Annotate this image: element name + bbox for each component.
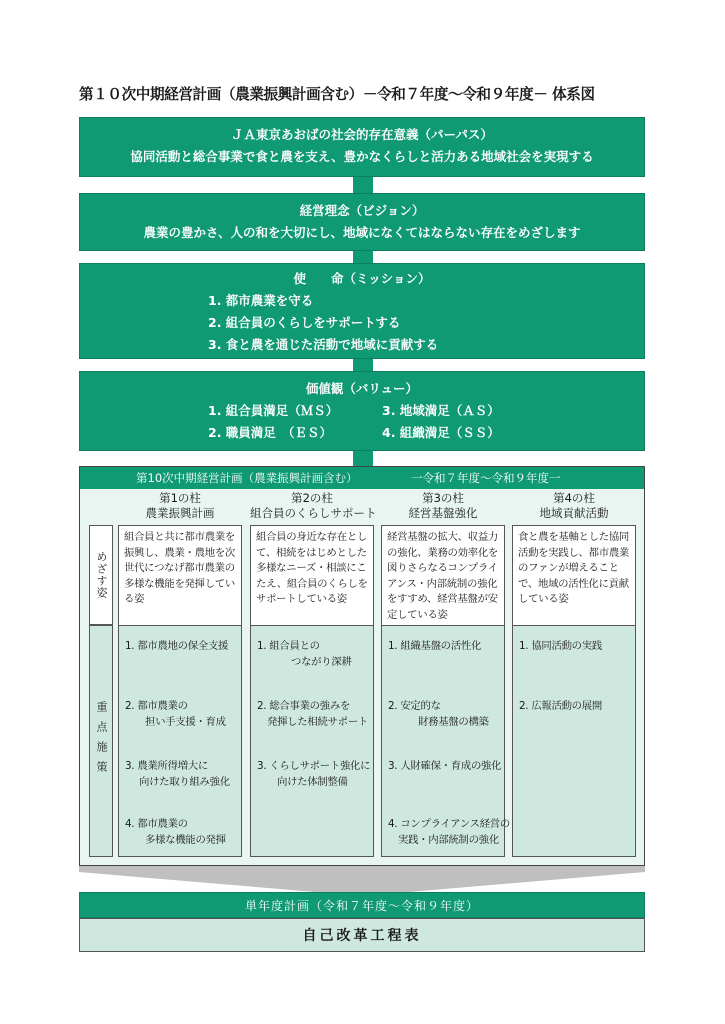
mission-item: 1. 都市農業を守る bbox=[208, 293, 314, 308]
plan-header bbox=[80, 467, 644, 489]
pillar-3-header bbox=[381, 491, 505, 521]
values-heading: 価値観（バリュー） bbox=[305, 381, 419, 396]
pillar-number: 第1の柱 bbox=[159, 491, 201, 505]
pillar-2-measures bbox=[250, 625, 374, 857]
reform-schedule-label: 自己改革工程表 bbox=[302, 928, 422, 944]
purpose-heading: ＪＡ東京あおばの社会的存在意義（パーパス） bbox=[231, 127, 493, 142]
values-grid bbox=[208, 400, 500, 444]
reform-schedule-band bbox=[79, 918, 645, 952]
measure-item: 3. 農業所得増大に 向けた取り組み強化 bbox=[125, 760, 230, 788]
pillar-4-measures bbox=[512, 625, 636, 857]
purpose-text: 協同活動と総合事業で食と農を支え、豊かなくらしと活力ある地域社会を実現する bbox=[130, 149, 594, 164]
measure-item: 2. 安定的な 財務基盤の構築 bbox=[388, 700, 489, 728]
value-item: 4. 組織満足（ＳＳ） bbox=[382, 425, 500, 440]
measure-item: 2. 都市農業の 担い手支援・育成 bbox=[125, 700, 226, 728]
pillar-2-header bbox=[250, 491, 377, 521]
measure-item: 3. 人財確保・育成の強化 bbox=[388, 760, 502, 772]
vision-text: 農業の豊かさ、人の和を大切にし、地域になくてはならない存在をめざします bbox=[143, 225, 581, 240]
mission-item: 2. 組合員のくらしをサポートする bbox=[208, 315, 401, 330]
connector bbox=[353, 176, 373, 194]
value-item: 2. 職員満足 （ＥＳ） bbox=[208, 425, 333, 440]
connector bbox=[353, 450, 373, 466]
vision-heading: 経営理念（ビジョン） bbox=[299, 203, 425, 218]
measure-item: 2. 広報活動の展開 bbox=[519, 700, 602, 712]
mission-heading: 使 命（ミッション） bbox=[293, 271, 431, 286]
plan-panel bbox=[79, 466, 645, 866]
measure-item: 1. 組織基盤の活性化 bbox=[388, 640, 482, 652]
pillar-4-aim: 食と農を基軸とした協同活動を実践し、都市農業のファンが増えることで、地域の活性化に貢献している姿 bbox=[512, 525, 636, 625]
vision-box bbox=[79, 193, 645, 251]
mission-item: 3. 食と農を通じた活動で地域に貢献する bbox=[208, 337, 439, 352]
purpose-box bbox=[79, 117, 645, 177]
values-box bbox=[79, 371, 645, 451]
pillar-name: 地域貢献活動 bbox=[539, 506, 609, 520]
pillar-number: 第2の柱 bbox=[291, 491, 333, 505]
pillar-number: 第4の柱 bbox=[553, 491, 595, 505]
pillar-name: 経営基盤強化 bbox=[408, 506, 478, 520]
measure-item: 1. 都市農地の保全支援 bbox=[125, 640, 229, 652]
measure-item: 2. 総合事業の強みを 発揮した相続サポート bbox=[257, 700, 368, 728]
pillar-1-aim: 組合員と共に都市農業を振興し、農業・農地を次世代につなげ都市農業の多様な機能を発揮している姿 bbox=[118, 525, 242, 625]
measure-item: 1. 組合員との つながり深耕 bbox=[257, 640, 352, 668]
funnel-arrow bbox=[79, 866, 645, 892]
connector bbox=[353, 358, 373, 372]
mission-box bbox=[79, 263, 645, 359]
pillar-2-aim: 組合員の身近な存在として、相続をはじめとした多様なニーズ・相談にこたえ、組合員のくらしをサポートしている姿 bbox=[250, 525, 374, 625]
pillar-4-header bbox=[512, 491, 636, 521]
pillar-1-measures bbox=[118, 625, 242, 857]
pillar-1-header bbox=[118, 491, 242, 521]
annual-plan-heading: 単年度計画（令和７年度〜令和９年度） bbox=[244, 899, 479, 913]
pillar-3-aim: 経営基盤の拡大、収益力の強化、業務の効率化を図りさらなるコンプライアンス・内部統制の強化をすすめ、経営基盤が安定している姿 bbox=[381, 525, 505, 625]
annual-plan-band bbox=[79, 892, 645, 918]
value-item: 1. 組合員満足（ＭＳ） bbox=[208, 403, 339, 418]
plan-period: 一令和７年度〜令和９年度一 bbox=[411, 471, 561, 485]
pillar-number: 第3の柱 bbox=[422, 491, 464, 505]
pillar-name: 農業振興計画 bbox=[145, 506, 215, 520]
mission-list bbox=[208, 290, 438, 356]
measure-item: 1. 協同活動の実践 bbox=[519, 640, 602, 652]
aim-label: めざす姿 bbox=[89, 525, 113, 625]
measure-item: 4. コンプライアンス経営の 実践・内部統制の強化 bbox=[388, 818, 510, 846]
pillar-name: 組合員のくらしサポート bbox=[250, 506, 377, 520]
focus-label: 重点施策 bbox=[89, 625, 113, 857]
value-item: 3. 地域満足（ＡＳ） bbox=[382, 403, 500, 418]
connector bbox=[353, 250, 373, 264]
plan-title: 第10次中期経営計画（農業振興計画含む） bbox=[136, 471, 358, 485]
measure-item: 3. くらしサポート強化に 向けた体制整備 bbox=[257, 760, 371, 788]
pillar-3-measures bbox=[381, 625, 510, 857]
page-title: 第１０次中期経営計画（農業振興計画含む）－令和７年度〜令和９年度－ 体系図 bbox=[79, 86, 595, 103]
measure-item: 4. 都市農業の 多様な機能の発揮 bbox=[125, 818, 226, 846]
